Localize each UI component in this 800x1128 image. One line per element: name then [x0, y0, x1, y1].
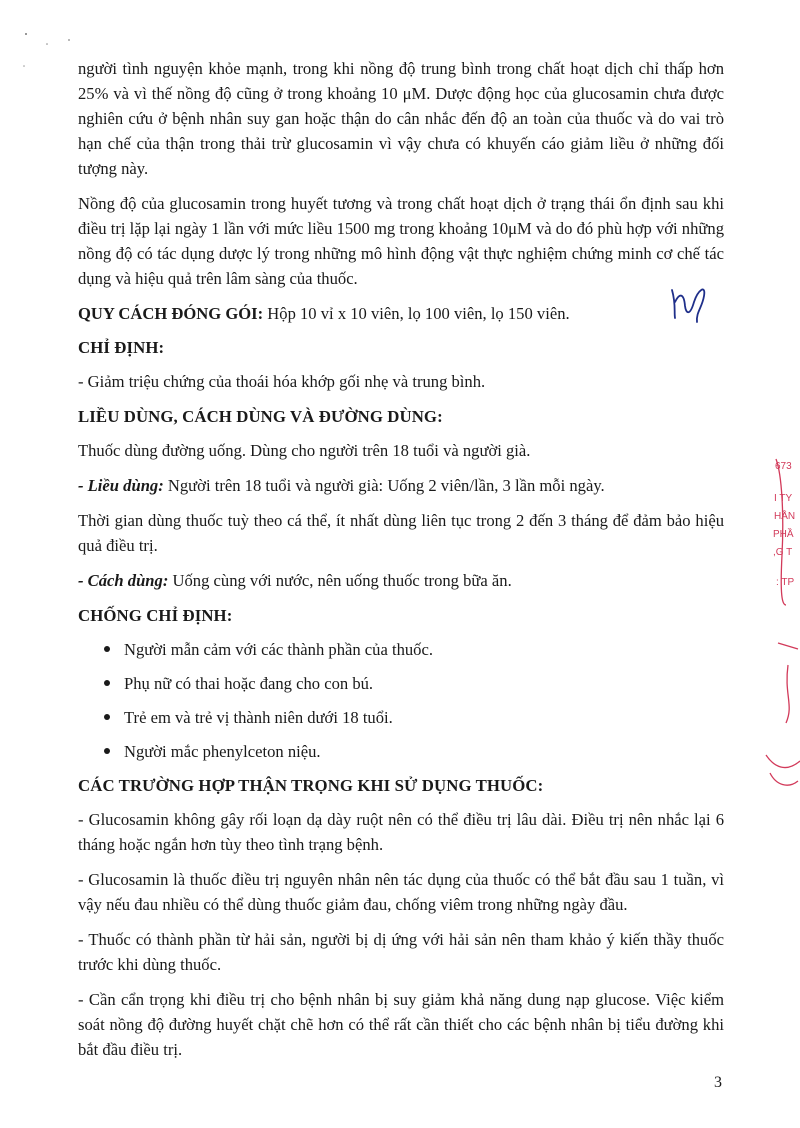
- packaging-text: Hộp 10 vỉ x 10 viên, lọ 100 viên, lọ 150 viên.: [263, 304, 570, 323]
- list-item: [78, 739, 724, 764]
- svg-text:I TY: I TY: [774, 493, 793, 504]
- list-item-text: Người mẫn cảm với các thành phần của thuốc.: [124, 640, 433, 659]
- svg-text:HẦN: HẦN: [774, 511, 796, 522]
- dosage-heading: LIỀU DÙNG, CÁCH DÙNG VÀ ĐƯỜNG DÙNG:: [78, 407, 443, 426]
- bullet-icon: [104, 748, 110, 754]
- dosage-duration: Thời gian dùng thuốc tuỳ theo cá thể, ít nhất dùng liên tục trong 2 đến 3 tháng để đảm bảo hiệu quả điều trị.: [78, 511, 724, 555]
- precautions-heading: CÁC TRƯỜNG HỢP THẬN TRỌNG KHI SỬ DỤNG THUỐC:: [78, 776, 544, 795]
- list-item-text: Trẻ em và trẻ vị thành niên dưới 18 tuổi.: [124, 708, 393, 727]
- precaution-paragraph-4: - Cần cẩn trọng khi điều trị cho bệnh nhân bị suy giảm khả năng dung nạp glucose. Việc kiểm soát nồng độ đường huyết chặt chẽ hơn có thể rất cần thiết cho các bệnh nhân bị tiểu đường khi bắt đầu điều trị.: [78, 990, 724, 1059]
- list-item: [78, 671, 724, 696]
- bullet-icon: [104, 714, 110, 720]
- svg-text:,G T: ,G T: [773, 547, 793, 558]
- svg-text:: TP: : TP: [776, 577, 795, 588]
- intro-paragraph-2: Nồng độ của glucosamin trong huyết tương và trong chất hoạt dịch ở trạng thái ổn định sau khi điều trị lặp lại ngày 1 lần với mức liều 1500 mg trong khoảng 10μM và do đó phù hợp với những nồng độ có tác dụng dược lý trong những mô hình động vật thực nghiệm chứng minh cơ chế tác dụng và hiệu quả trên lâm sàng của thuốc.: [78, 194, 724, 288]
- bullet-icon: [104, 646, 110, 652]
- indication-heading: CHỈ ĐỊNH:: [78, 338, 165, 357]
- intro-paragraph-1: người tình nguyện khỏe mạnh, trong khi nồng độ trung bình trong chất hoạt dịch chỉ thấp hơn 25% và vì thế nồng độ cũng ở trong khoảng 10 μM. Dược động học của glucosamin chưa được nghiên cứu ở bệnh nhân suy gan hoặc thận do cân nhắc đến độ an toàn của thuốc và do vai trò hạn chế của thận trong thải trừ glucosamin vì vậy chưa có khuyến cáo giảm liều ở những đối tượng này.: [78, 59, 724, 178]
- contraindications-list: [78, 637, 724, 764]
- page-number: 3: [714, 1074, 722, 1091]
- bullet-icon: [104, 680, 110, 686]
- document-body: [78, 56, 724, 1072]
- precaution-paragraph-1: - Glucosamin không gây rối loạn dạ dày ruột nên có thể điều trị lâu dài. Điều trị nên nhắc lại 6 tháng hoặc ngắn hơn tùy theo tình trạng bệnh.: [78, 810, 724, 854]
- precaution-paragraph-3: - Thuốc có thành phần từ hải sản, người bị dị ứng với hải sản nên tham khảo ý kiến thầy thuốc trước khi dùng thuốc.: [78, 930, 724, 974]
- list-item-text: Người mắc phenylceton niệu.: [124, 742, 321, 761]
- packaging-line: [78, 301, 724, 326]
- dosage-usage-line: [78, 568, 724, 593]
- usage-text: Uống cùng với nước, nên uống thuốc trong bữa ăn.: [168, 571, 512, 590]
- packaging-label: QUY CÁCH ĐÓNG GÓI:: [78, 304, 264, 323]
- list-item: [78, 705, 724, 730]
- handwritten-initials-icon: [666, 282, 714, 326]
- usage-label: - Cách dùng:: [78, 571, 169, 590]
- dose-label: - Liều dùng:: [78, 476, 164, 495]
- svg-text:PHẦ: PHẦ: [773, 529, 794, 540]
- dosage-dose-line: [78, 473, 724, 498]
- dosage-route: Thuốc dùng đường uống. Dùng cho người trên 18 tuổi và người già.: [78, 441, 531, 460]
- list-item-text: Phụ nữ có thai hoặc đang cho con bú.: [124, 674, 374, 693]
- list-item: [78, 637, 724, 662]
- indication-text: - Giảm triệu chứng của thoái hóa khớp gối nhẹ và trung bình.: [78, 372, 486, 391]
- dose-text: Người trên 18 tuổi và người già: Uống 2 viên/lần, 3 lần mỗi ngày.: [163, 476, 605, 495]
- svg-text:673: 673: [775, 461, 792, 472]
- precaution-paragraph-2: - Glucosamin là thuốc điều trị nguyên nhân nên tác dụng của thuốc có thể bắt đầu sau 1 tuần, vì vậy nếu đau nhiều có thể dùng thuốc giảm đau, chống viêm trong những ngày đầu.: [78, 870, 724, 914]
- red-stamp-fragment-icon: [758, 455, 800, 795]
- contraindications-heading: CHỐNG CHỈ ĐỊNH:: [78, 606, 233, 625]
